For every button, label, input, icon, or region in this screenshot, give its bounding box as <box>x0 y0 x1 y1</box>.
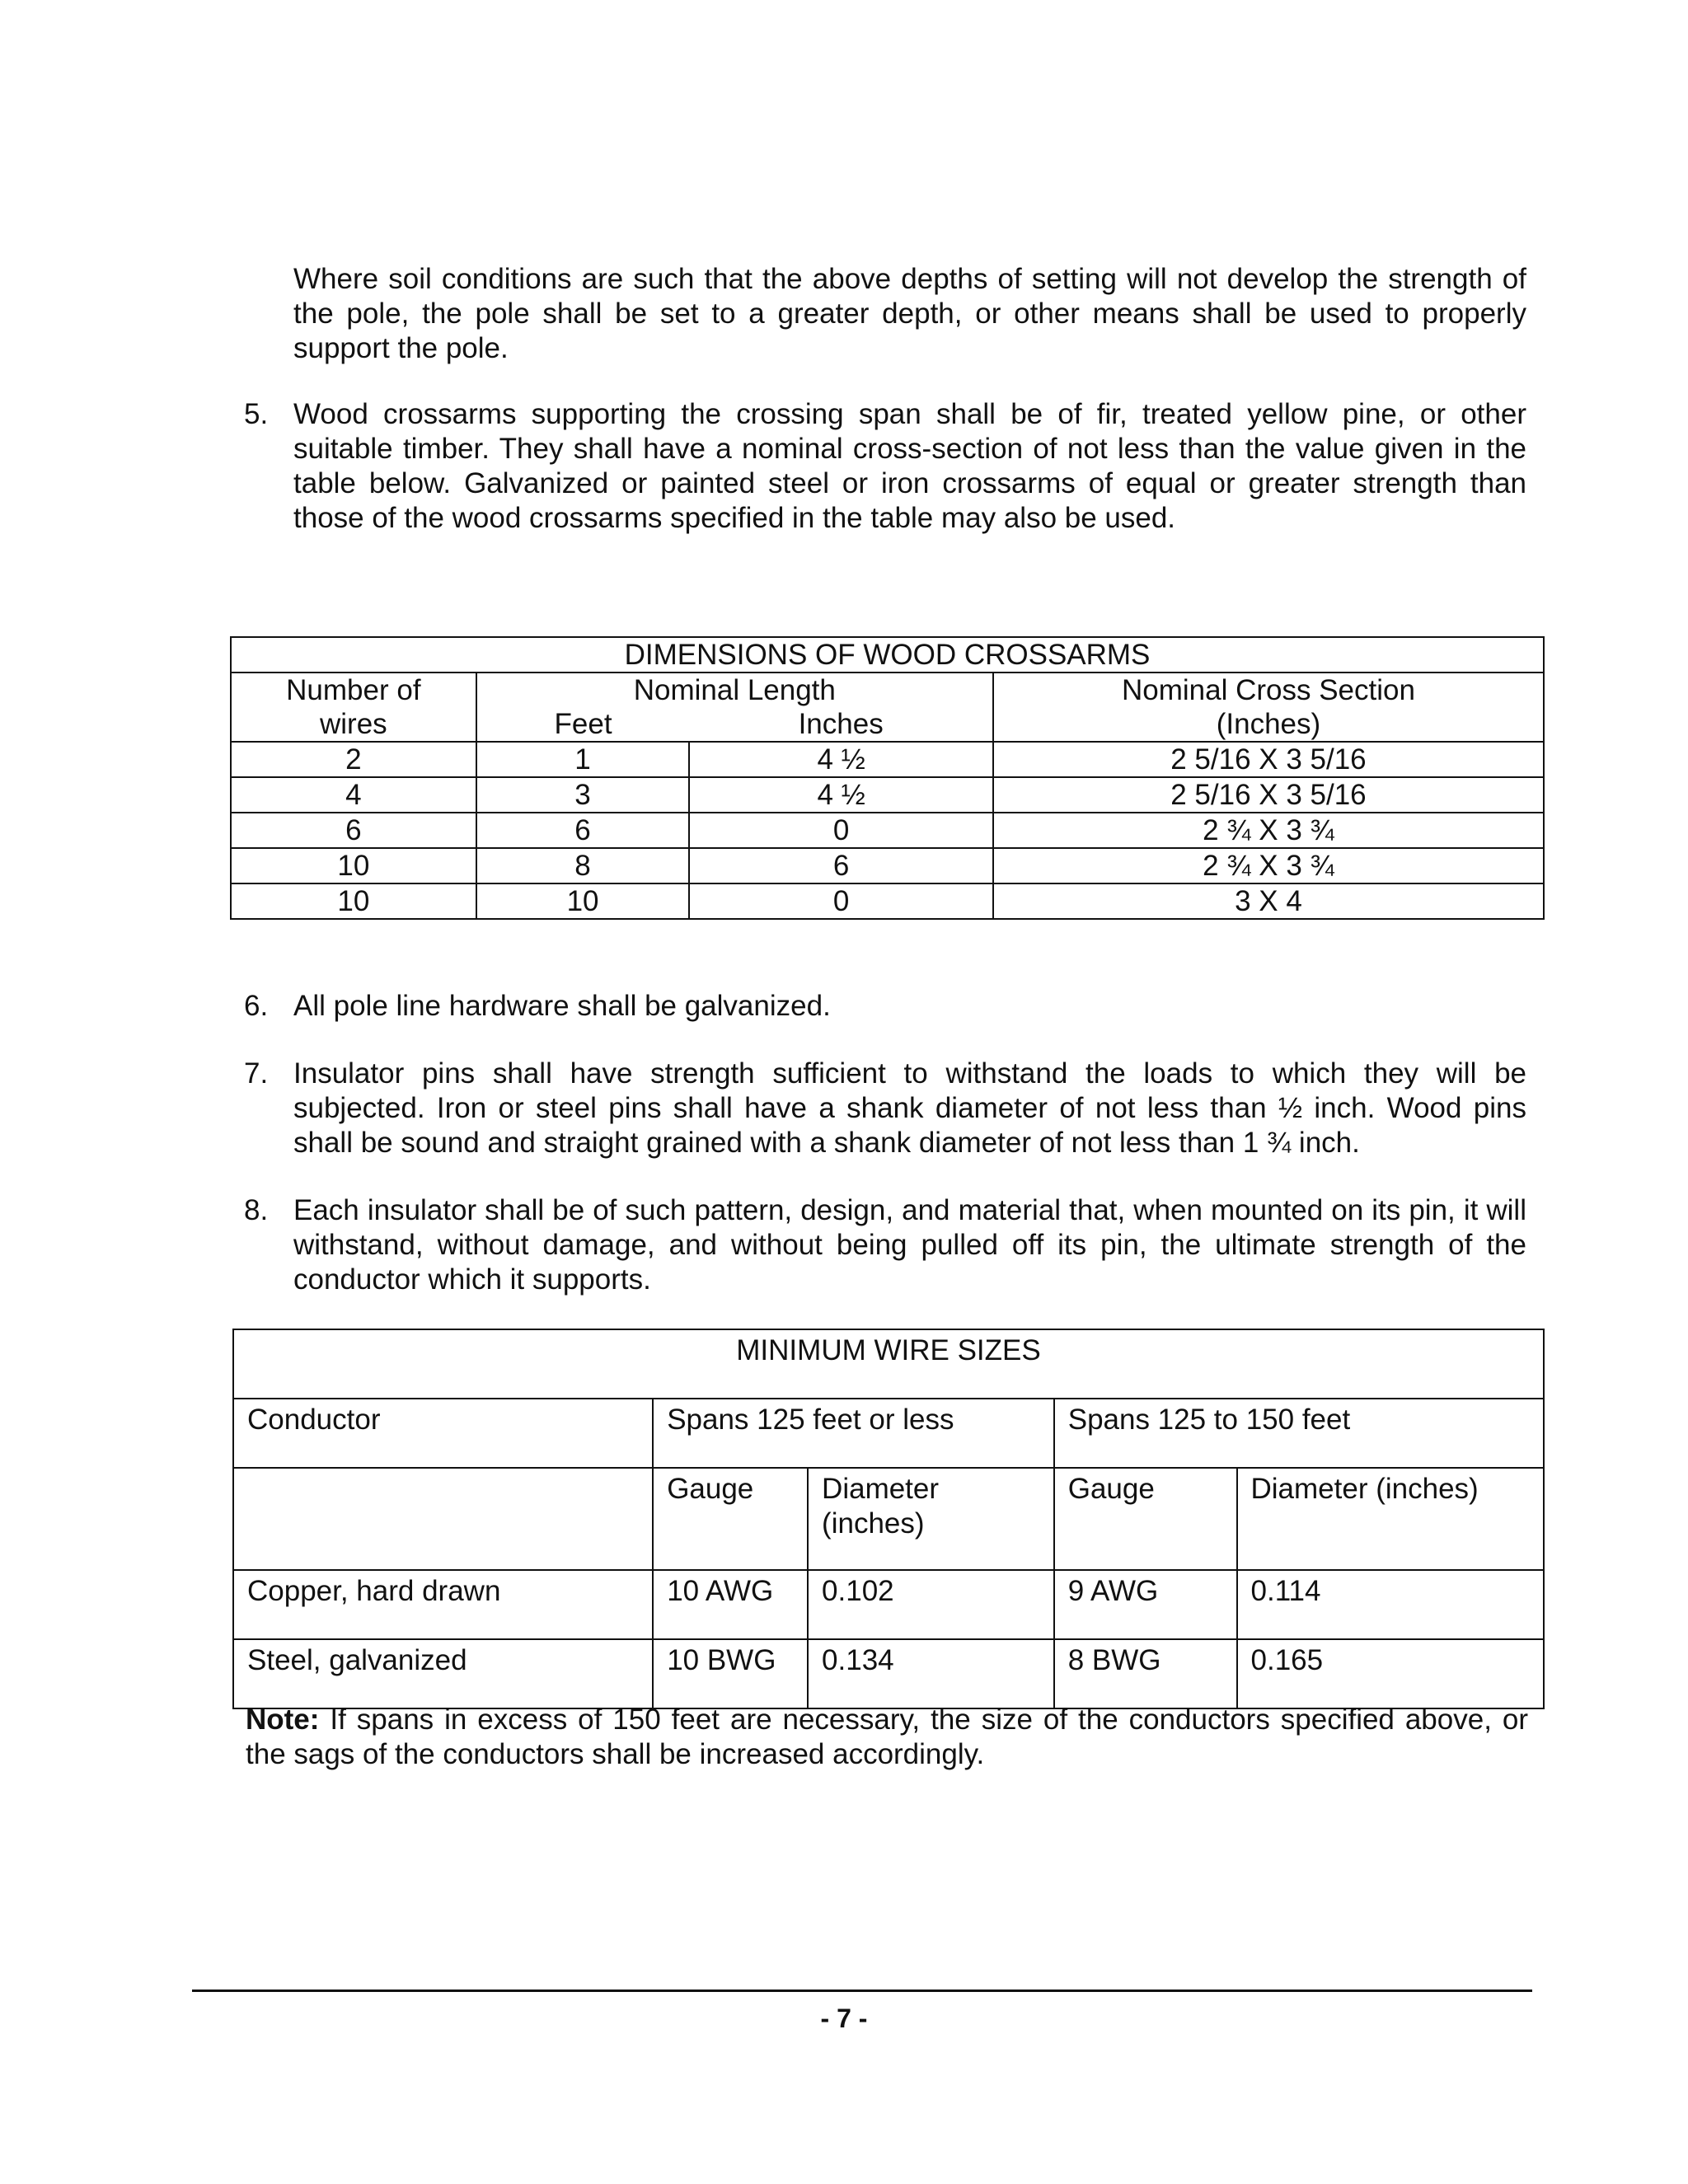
table-row <box>233 1639 1544 1708</box>
cell-diameter: 0.165 <box>1237 1639 1545 1708</box>
header-spans-long: Spans 125 to 150 feet <box>1054 1399 1544 1468</box>
cell-inches: 0 <box>689 813 993 848</box>
list-number: 7. <box>244 1057 269 1090</box>
table-row <box>233 1570 1544 1639</box>
cell-diameter: 0.114 <box>1237 1570 1545 1639</box>
list-text: All pole line hardware shall be galvanized. <box>293 990 831 1022</box>
cell-feet: 8 <box>476 848 690 883</box>
wire-table-title: MINIMUM WIRE SIZES <box>233 1329 1544 1399</box>
list-text: Insulator pins shall have strength sufficient to withstand the loads to which they will be subjected. Iron or steel pins shall have a shank diameter of not less than ½ inch. Wood pins shall be sound and straight grained with a shank diameter of not less than 1 ¾ inch. <box>293 1057 1526 1159</box>
cell-feet: 3 <box>476 777 690 813</box>
cell-gauge: 8 BWG <box>1054 1639 1237 1708</box>
cell-inches: 0 <box>689 883 993 919</box>
cell-feet: 1 <box>476 742 690 777</box>
intro-paragraph: Where soil conditions are such that the above depths of setting will not develop the strength of the pole, the pole shall be set to a greater depth, or other means shall be used to properly support the pole. <box>293 263 1526 364</box>
note-text: If spans in excess of 150 feet are necessary, the size of the conductors specified above, or the sags of the conductors shall be increased accordingly. <box>246 1704 1528 1770</box>
list-text: Wood crossarms supporting the crossing span shall be of fir, treated yellow pine, or other suitable timber. They shall have a nominal cross-section of not less than the value given in the table below. Galvanized or painted steel or iron crossarms of equal or greater strength than those of the wood crossarms specified in the table may also be used. <box>293 398 1526 534</box>
list-item-7 <box>244 1057 1526 1160</box>
table-row <box>231 848 1544 883</box>
cell-diameter: 0.102 <box>808 1570 1054 1639</box>
cell-wires: 6 <box>231 813 476 848</box>
table-row <box>231 813 1544 848</box>
list-item-8 <box>244 1193 1526 1297</box>
list-number: 5. <box>244 398 269 430</box>
header-diameter: Diameter (inches) <box>1237 1468 1545 1570</box>
cell-wires: 2 <box>231 742 476 777</box>
crossarms-table-title: DIMENSIONS OF WOOD CROSSARMS <box>231 637 1544 673</box>
cell-wires: 10 <box>231 848 476 883</box>
table-row <box>231 883 1544 919</box>
header-diameter: Diameter (inches) <box>808 1468 1054 1570</box>
list-text: Each insulator shall be of such pattern, design, and material that, when mounted on its pin, it will withstand, without damage, and without being pulled off its pin, the ultimate strength of the conductor which it supports. <box>293 1194 1526 1296</box>
cell-cross-section: 2 ¾ X 3 ¾ <box>993 813 1544 848</box>
list-number: 6. <box>244 990 269 1022</box>
cell-inches: 4 ½ <box>689 777 993 813</box>
cell-cross-section: 3 X 4 <box>993 883 1544 919</box>
cell-feet: 10 <box>476 883 690 919</box>
cell-cross-section: 2 ¾ X 3 ¾ <box>993 848 1544 883</box>
note-label: Note: <box>246 1704 320 1736</box>
cell-feet: 6 <box>476 813 690 848</box>
header-gauge: Gauge <box>1054 1468 1237 1570</box>
header-nominal-length: Nominal Length <box>476 673 993 707</box>
cell-gauge: 10 AWG <box>653 1570 808 1639</box>
header-gauge: Gauge <box>653 1468 808 1570</box>
note-paragraph <box>246 1703 1528 1772</box>
page-number: - 7 - <box>820 2004 868 2033</box>
header-wires-line1: Number of <box>231 673 476 707</box>
footer-rule <box>192 1990 1532 1992</box>
header-spans-short: Spans 125 feet or less <box>653 1399 1054 1468</box>
table-row <box>231 742 1544 777</box>
wire-sizes-table <box>232 1329 1545 1709</box>
header-cross-section-line1: Nominal Cross Section <box>993 673 1544 707</box>
list-item-5 <box>244 397 1526 536</box>
cell-wires: 10 <box>231 883 476 919</box>
header-empty <box>233 1468 653 1570</box>
header-cross-section-line2: (Inches) <box>993 707 1544 742</box>
cell-conductor: Steel, galvanized <box>233 1639 653 1708</box>
cell-conductor: Copper, hard drawn <box>233 1570 653 1639</box>
header-wires-line2: wires <box>231 707 476 742</box>
list-item-6 <box>244 989 1526 1024</box>
table-row <box>231 777 1544 813</box>
cell-gauge: 9 AWG <box>1054 1570 1237 1639</box>
cell-inches: 4 ½ <box>689 742 993 777</box>
list-number: 8. <box>244 1194 269 1226</box>
header-conductor: Conductor <box>233 1399 653 1468</box>
cell-diameter: 0.134 <box>808 1639 1054 1708</box>
cell-wires: 4 <box>231 777 476 813</box>
cell-cross-section: 2 5/16 X 3 5/16 <box>993 742 1544 777</box>
header-inches: Inches <box>689 707 993 742</box>
cell-cross-section: 2 5/16 X 3 5/16 <box>993 777 1544 813</box>
cell-inches: 6 <box>689 848 993 883</box>
header-feet: Feet <box>476 707 690 742</box>
cell-gauge: 10 BWG <box>653 1639 808 1708</box>
crossarms-table <box>230 636 1545 920</box>
